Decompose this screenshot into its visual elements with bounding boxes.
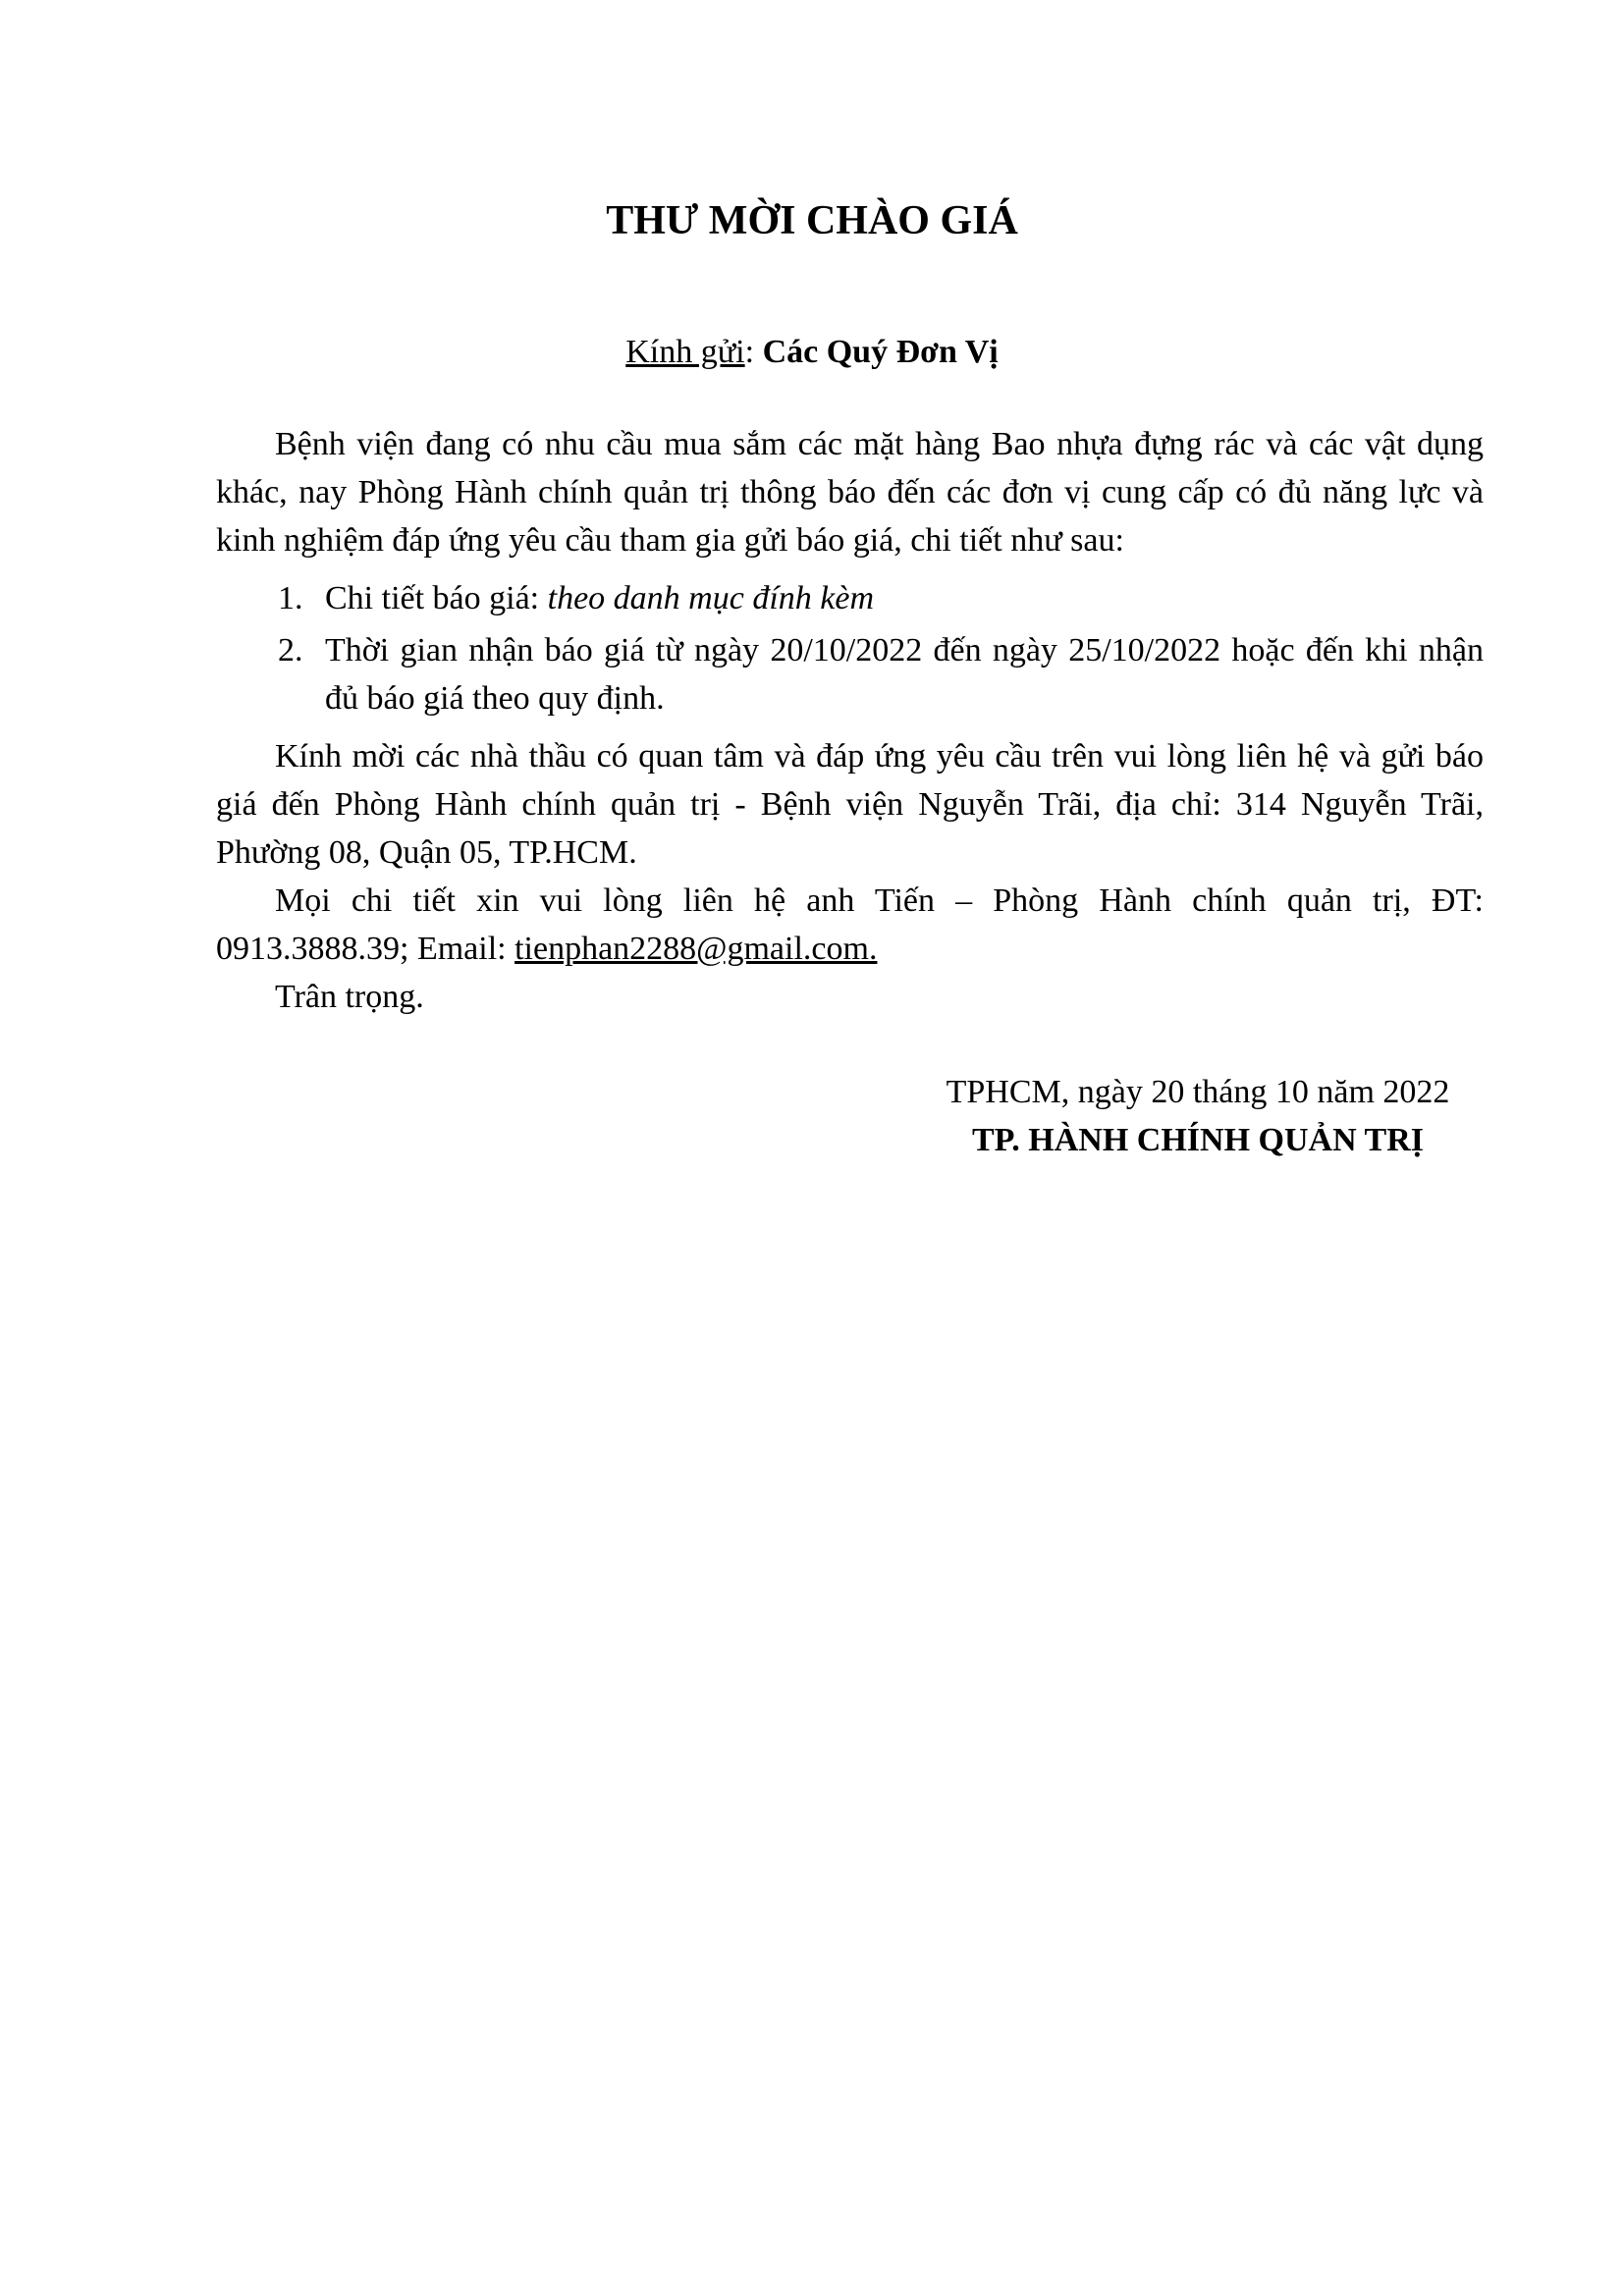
list-item-number: 2. bbox=[278, 632, 303, 668]
signature-block bbox=[844, 1068, 1551, 1164]
letter-body bbox=[216, 420, 1484, 1021]
list-item-emphasis: theo danh mục đính kèm bbox=[547, 580, 875, 616]
signature-role: TP. HÀNH CHÍNH QUẢN TRỊ bbox=[971, 1122, 1424, 1158]
detail-list bbox=[216, 574, 1484, 722]
closing-line: Trân trọng. bbox=[275, 979, 424, 1015]
greeting-separator: : bbox=[744, 334, 763, 370]
list-item-text: Thời gian nhận báo giá từ ngày 20/10/2022 đến ngày 25/10/2022 hoặc đến khi nhận đủ báo giá theo quy định. bbox=[325, 632, 1484, 717]
list-item-number: 1. bbox=[278, 580, 303, 616]
greeting-line bbox=[0, 330, 1624, 375]
document-title: THƯ MỜI CHÀO GIÁ bbox=[606, 198, 1018, 243]
invitation-paragraph: Kính mời các nhà thầu có quan tâm và đáp ứng yêu cầu trên vui lòng liên hệ và gửi báo giá đến Phòng Hành chính quản trị - Bệnh viện Nguyễn Trãi, địa chỉ: 314 Nguyễn Trãi, Phường 08, Quận 05, TP.HCM. bbox=[216, 738, 1484, 871]
signature-place-date: TPHCM, ngày 20 tháng 10 năm 2022 bbox=[946, 1074, 1450, 1110]
contact-email-link[interactable]: tienphan2288@gmail.com. bbox=[514, 931, 878, 967]
greeting-recipient: Các Quý Đơn Vị bbox=[762, 334, 999, 370]
list-item bbox=[216, 626, 1484, 722]
contact-paragraph bbox=[216, 877, 1484, 973]
contact-text: Mọi chi tiết xin vui lòng liên hệ anh Tiến – Phòng Hành chính quản trị, ĐT: 0913.3888.39; Email: bbox=[216, 882, 1484, 967]
intro-paragraph: Bệnh viện đang có nhu cầu mua sắm các mặt hàng Bao nhựa đựng rác và các vật dụng khác, nay Phòng Hành chính quản trị thông báo đến các đơn vị cung cấp có đủ năng lực và kinh nghiệm đáp ứng yêu cầu tham gia gửi báo giá, chi tiết như sau: bbox=[216, 426, 1484, 559]
greeting-label: Kính gửi bbox=[625, 334, 745, 370]
list-item-text: Chi tiết báo giá: bbox=[325, 580, 548, 616]
list-item bbox=[216, 574, 1484, 622]
